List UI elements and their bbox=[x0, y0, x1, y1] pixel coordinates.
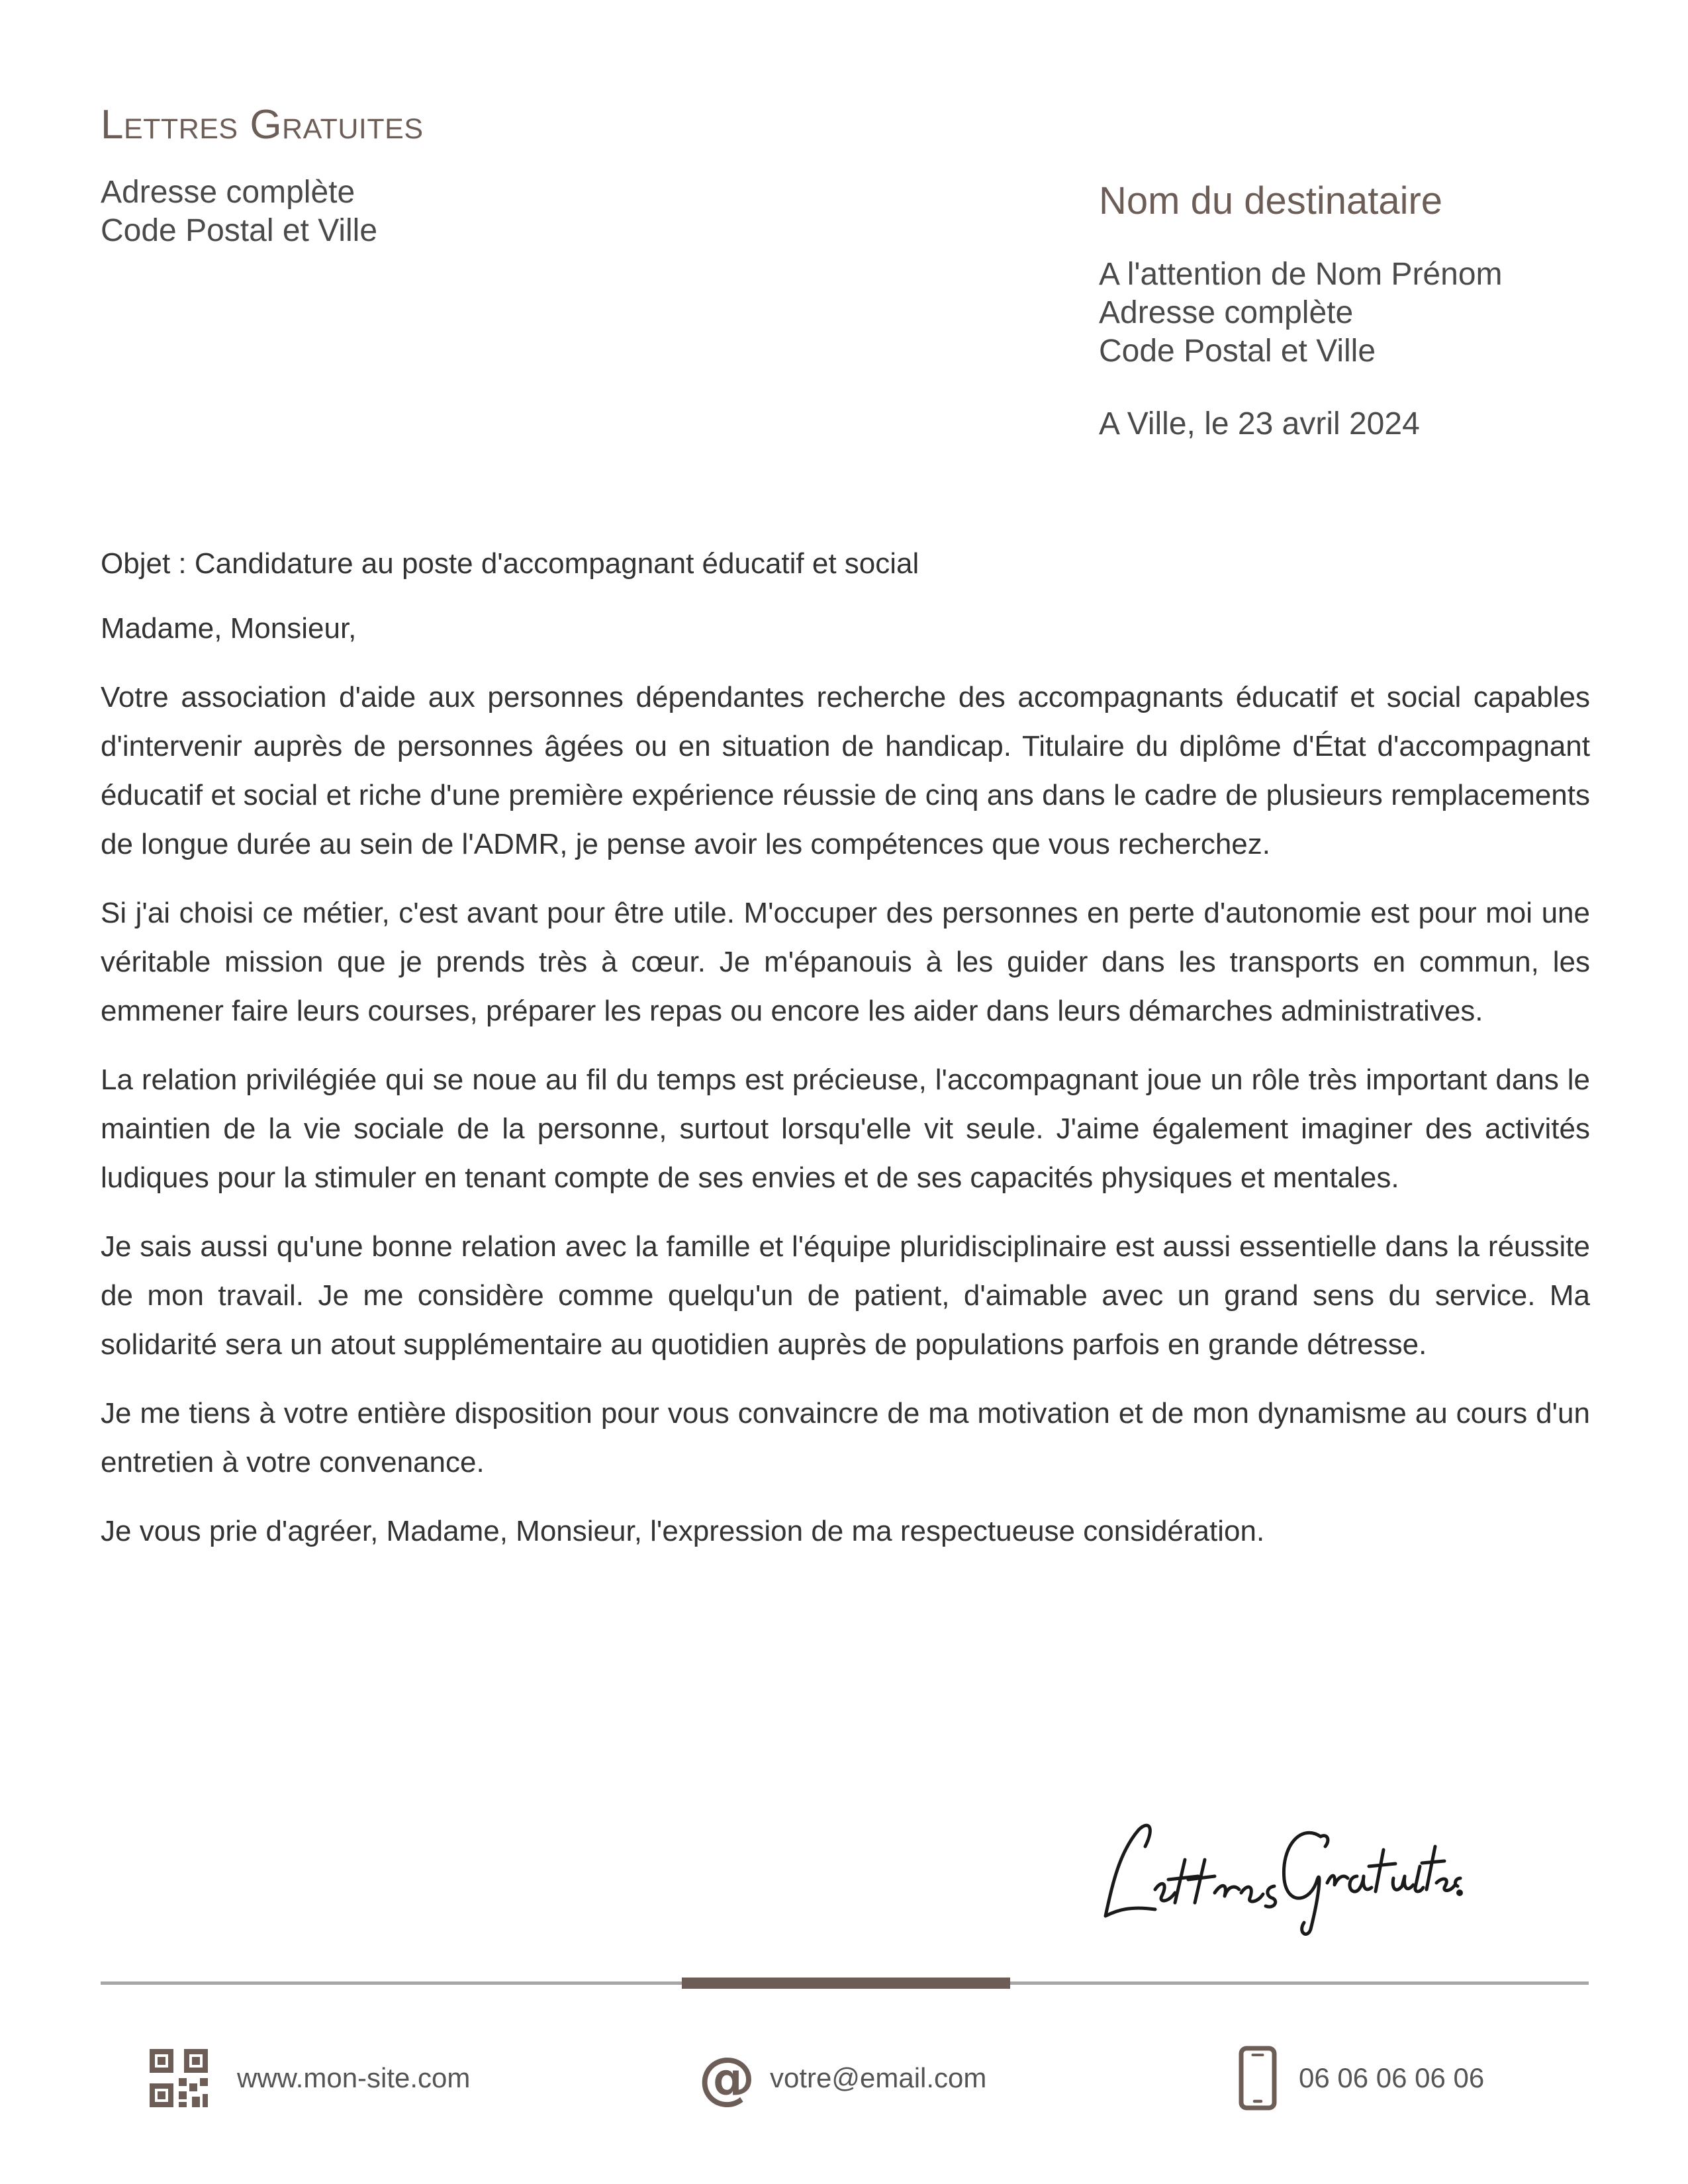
letter-paragraph: Si j'ai choisi ce métier, c'est avant pour être utile. M'occuper des personnes en perte d'autonomie est pour moi une véritable mission que je prends très à cœur. Je m'épanouis à les guider dans les transports en commun, les emmener faire leurs courses, préparer les repas ou encore les aider dans leurs démarches administratives. bbox=[101, 897, 1590, 1027]
recipient-address-line1: Adresse complète bbox=[1099, 295, 1354, 330]
recipient-address-line2: Code Postal et Ville bbox=[1099, 334, 1376, 369]
footer-website bbox=[147, 2045, 470, 2111]
sender-address-line1: Adresse complète bbox=[101, 175, 355, 210]
footer-divider-accent bbox=[682, 1978, 1010, 1989]
sender-address-line2: Code Postal et Ville bbox=[101, 213, 378, 248]
sender-brand: Lettres Gratuites bbox=[101, 102, 424, 148]
handwritten-signature bbox=[1092, 1774, 1463, 1939]
recipient-attention: A l'attention de Nom Prénom bbox=[1099, 257, 1503, 292]
footer-email bbox=[698, 2045, 986, 2111]
letter-subject: Objet : Candidature au poste d'accompagnant éducatif et social bbox=[101, 547, 919, 580]
letter-paragraph: La relation privilégiée qui se noue au fil du temps est précieuse, l'accompagnant joue un rôle très important dans le maintien de la vie sociale de la personne, surtout lorsqu'elle vit seule. J'aime également imaginer des activités ludiques pour la stimuler en tenant compte de ses envies et de ses capacités physiques et mentales. bbox=[101, 1064, 1590, 1194]
letter-body bbox=[101, 539, 1590, 1576]
letter-paragraph: Je me tiens à votre entière disposition pour vous convaincre de ma motivation et de mon dynamisme au cours d'un entretien à votre convenance. bbox=[101, 1397, 1590, 1479]
footer-email-label: votre@email.com bbox=[770, 2062, 987, 2093]
footer-website-label: www.mon-site.com bbox=[237, 2062, 471, 2093]
footer-phone bbox=[1238, 2045, 1484, 2111]
recipient-block bbox=[1099, 175, 1642, 443]
recipient-name: Nom du destinataire bbox=[1099, 179, 1443, 222]
recipient-address bbox=[1099, 255, 1642, 371]
mobile-phone-icon bbox=[1238, 2045, 1278, 2111]
sender-address bbox=[101, 173, 377, 250]
letter-date: A Ville, le 23 avril 2024 bbox=[1099, 406, 1420, 441]
qr-code-icon bbox=[147, 2046, 211, 2110]
footer-phone-label: 06 06 06 06 06 bbox=[1299, 2062, 1485, 2093]
letter-paragraph: Je sais aussi qu'une bonne relation avec la famille et l'équipe pluridisciplinaire est aussi essentielle dans la réussite de mon travail. Je me considère comme quelqu'un de patient, d'aimable avec un grand sens du service. Ma solidarité sera un atout supplémentaire au quotidien auprès de populations parfois en grande détresse. bbox=[101, 1230, 1590, 1361]
at-sign-icon: @ bbox=[698, 2045, 755, 2111]
letter-closing: Je vous prie d'agréer, Madame, Monsieur, l'expression de ma respectueuse considération. bbox=[101, 1515, 1265, 1547]
letter-salutation: Madame, Monsieur, bbox=[101, 612, 357, 645]
letter-paragraph: Votre association d'aide aux personnes dépendantes recherche des accompagnants éducatif et social capables d'intervenir auprès de personnes âgées ou en situation de handicap. Titulaire du diplôme d'État d'accompagnant éducatif et social et riche d'une première expérience réussie de cinq ans dans le cadre de plusieurs remplacements de longue durée au sein de l'ADMR, je pense avoir les compétences que vous recherchez. bbox=[101, 681, 1590, 860]
